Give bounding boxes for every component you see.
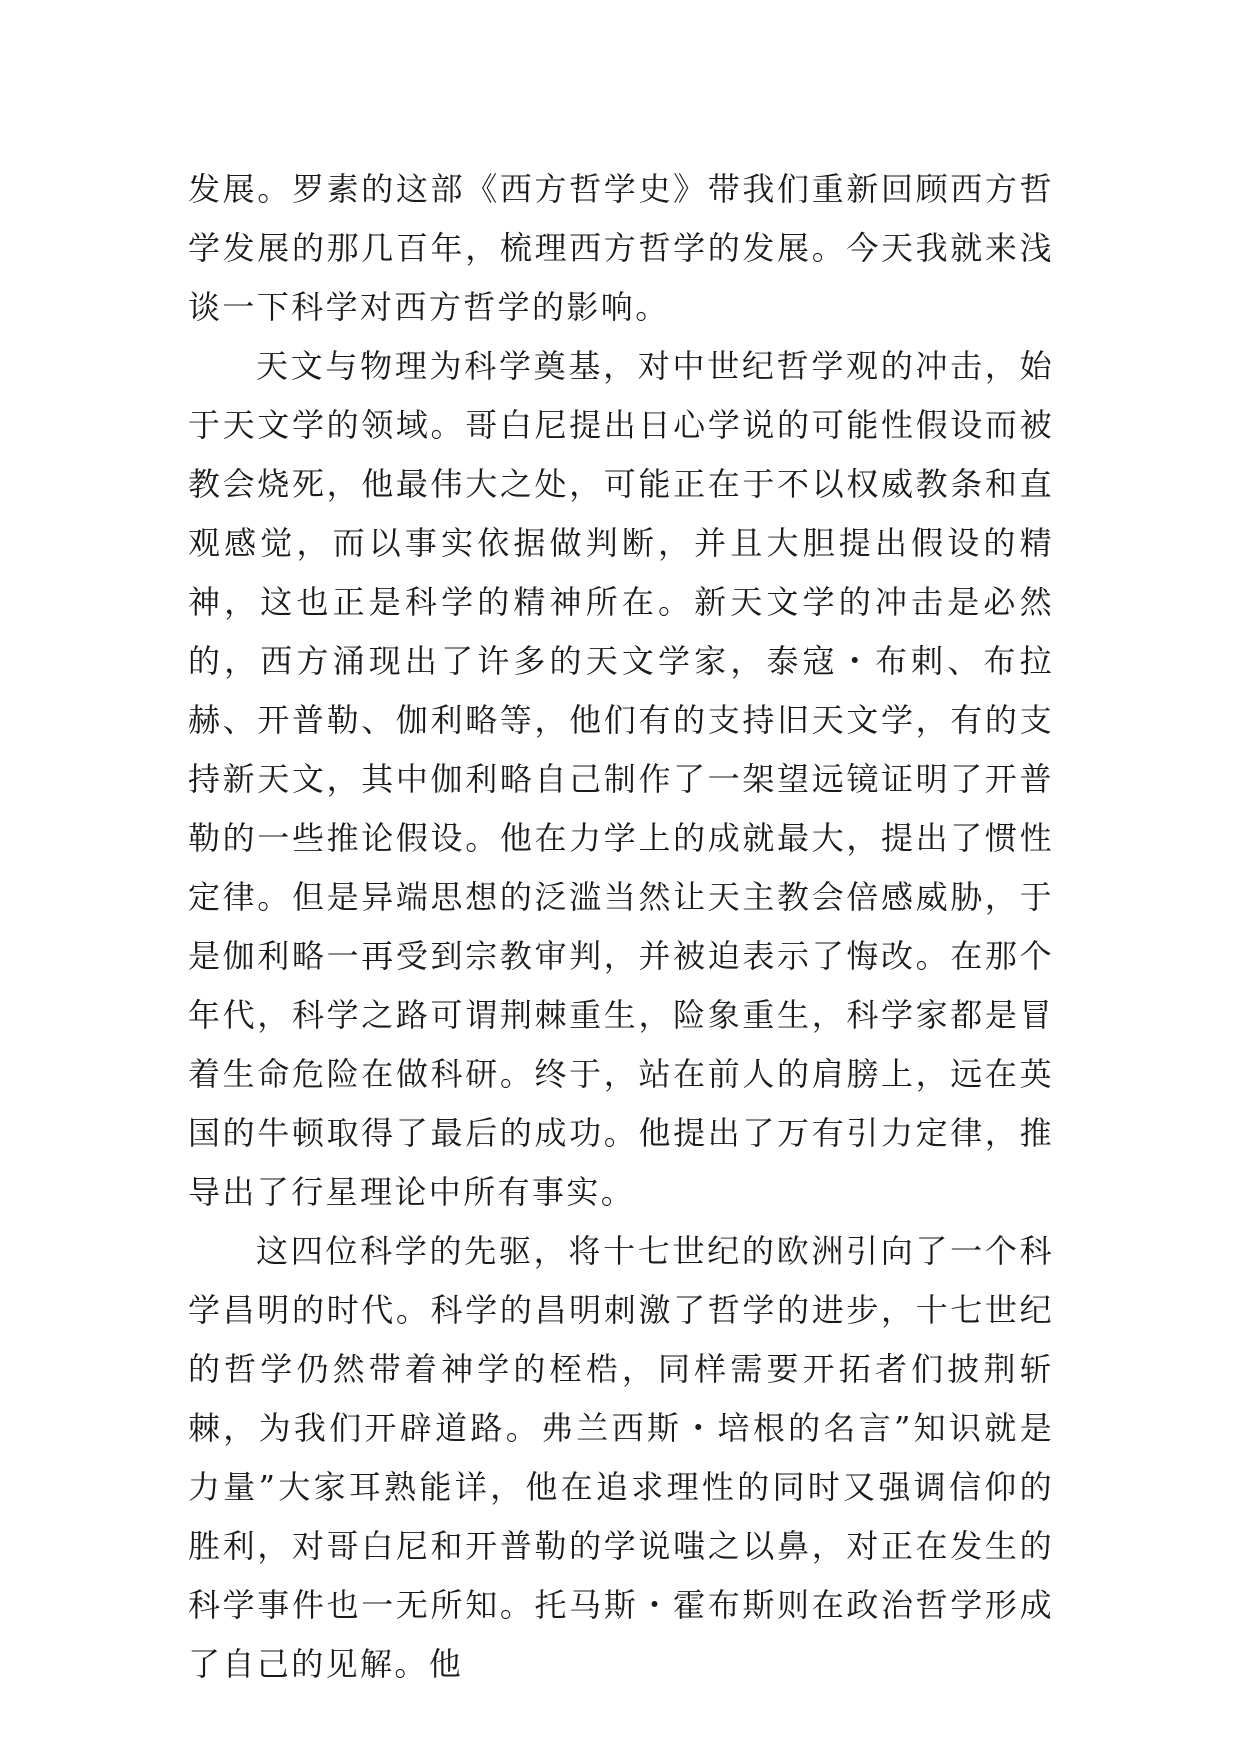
paragraph-2: 天文与物理为科学奠基，对中世纪哲学观的冲击，始于天文学的领域。哥白尼提出日心学说的可能性假设而被教会烧死，他最伟大之处，可能正在于不以权威教条和直观感觉，而以事实依据做判断，并且大胆提出假设的精神，这也正是科学的精神所在。新天文学的冲击是必然的，西方涌现出了许多的天文学家，泰寇・布剌、布拉赫、开普勒、伽利略等，他们有的支持旧天文学，有的支持新天文，其中伽利略自己制作了一架望远镜证明了开普勒的一些推论假设。他在力学上的成就最大，提出了惯性定律。但是异端思想的泛滥当然让天主教会倍感威胁，于是伽利略一再受到宗教审判，并被迫表示了悔改。在那个年代，科学之路可谓荆棘重生，险象重生，科学家都是冒着生命危险在做科研。终于，站在前人的肩膀上，远在英国的牛顿取得了最后的成功。他提出了万有引力定律，推导出了行星理论中所有事实。 bbox=[188, 347, 1054, 1211]
paragraph-3: 这四位科学的先驱，将十七世纪的欧洲引向了一个科学昌明的时代。科学的昌明刺激了哲学的进步，十七世纪的哲学仍然带着神学的桎梏，同样需要开拓者们披荆斩棘，为我们开辟道路。弗兰西斯・培根的名言”知识就是力量”大家耳熟能详，他在追求理性的同时又强调信仰的胜利，对哥白尼和开普勒的学说嗤之以鼻，对正在发生的科学事件也一无所知。托马斯・霍布斯则在政治哲学形成了自己的见解。他 bbox=[188, 1232, 1054, 1683]
document-body bbox=[188, 160, 1054, 1694]
paragraph-1: 发展。罗素的这部《西方哲学史》带我们重新回顾西方哲学发展的那几百年，梳理西方哲学的发展。今天我就来浅谈一下科学对西方哲学的影响。 bbox=[188, 170, 1054, 326]
